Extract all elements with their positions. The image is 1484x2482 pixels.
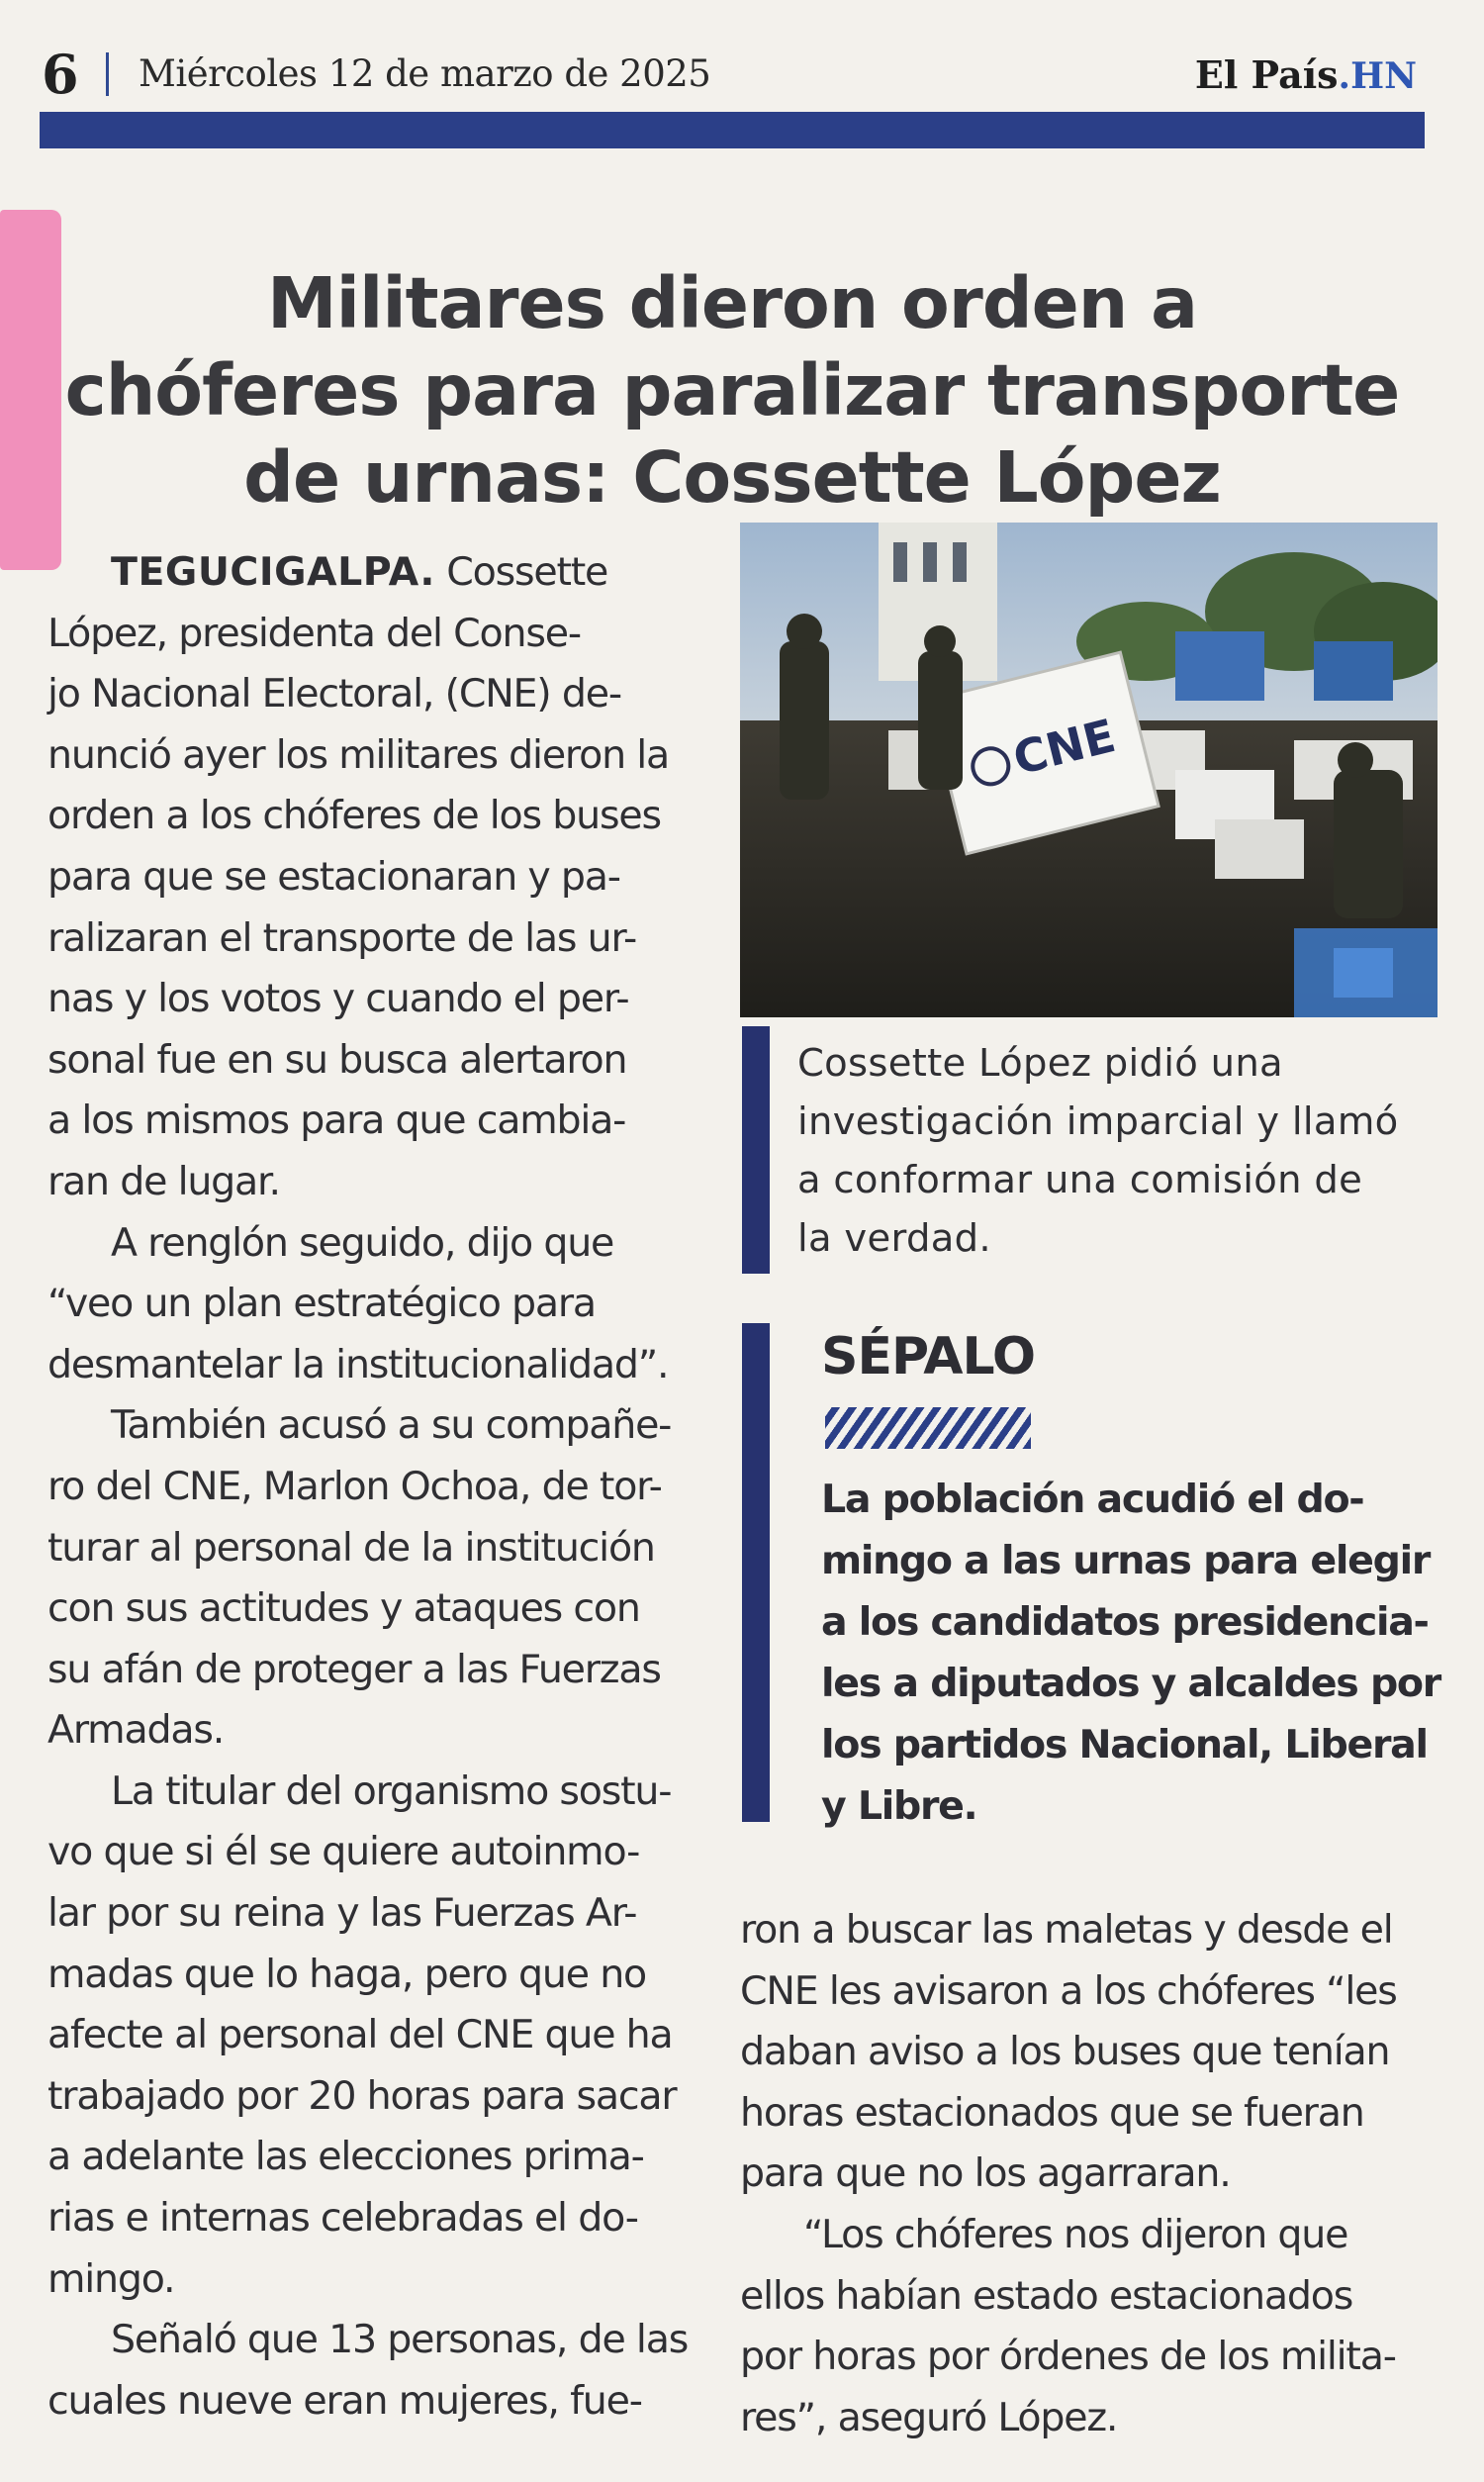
text-line: sonal fue en su busca alertaron [47,1036,627,1083]
sepalo-line: a los candidatos presidencia- [821,1599,1429,1645]
text-line: su afán de proteger a las Fuerzas [47,1646,661,1692]
blue-crates [1175,631,1264,701]
headline-line: de urnas: Cossette López [243,435,1221,519]
text-line: ro del CNE, Marlon Ochoa, de tor- [47,1463,662,1509]
headline [40,260,1425,522]
text-line: trabajado por 20 horas para sacar [47,2072,677,2119]
text-line: “veo un plan estratégico para [47,1281,596,1327]
text-line: a adelante las elecciones prima- [47,2134,644,2180]
text-line: para que no los agarraran. [740,2150,1231,2197]
text-line: nunció ayer los militares dieron la [47,731,670,778]
caption-line: a conformar una comisión de [797,1158,1363,1202]
text-line: nas y los votos y cuando el per- [47,976,629,1022]
text-line: mingo. [47,2255,175,2302]
paragraph [47,1762,681,2310]
article-column-left [47,542,689,2432]
photo-caption [797,1034,1440,1268]
text-line: horas estacionados que se fueran [740,2089,1364,2136]
caption-line: la verdad. [797,1216,991,1261]
text-line: vo que si él se quiere autoinmo- [47,1829,640,1875]
caption-bar [742,1026,770,1274]
photo-illustration [740,523,1438,1017]
paragraph [740,2205,1442,2448]
caption-line: Cossette López pidió una [797,1041,1283,1086]
text-line: CNE les avisaron a los chóferes “les [740,1967,1397,2014]
sidebar-bar [742,1323,770,1822]
caption-line: investigación imparcial y llamó [797,1099,1399,1144]
text-line: res”, aseguró López. [740,2394,1118,2440]
text-line: a los mismos para que cambia- [47,1098,626,1144]
header-bar [40,112,1425,148]
article-column-right [740,1900,1442,2448]
page-header [40,45,1425,104]
text-line: afecte al personal del CNE que ha [47,2012,673,2058]
text-line: También acusó a su compañe- [111,1402,672,1449]
text-line: Señaló que 13 personas, de las [111,2317,689,2363]
text-line: con sus actitudes y ataques con [47,1585,640,1632]
paragraph [740,1900,1442,2205]
text-line: rias e internas celebradas el do- [47,2195,638,2242]
publication-date: Miércoles 12 de marzo de 2025 [139,52,711,95]
dateline: TEGUCIGALPA. [111,549,435,595]
text-line: TEGUCIGALPA. Cossette [111,549,608,595]
sepalo-line: mingo a las urnas para elegir [821,1538,1431,1583]
sepalo-line: La población acudió el do- [821,1477,1364,1522]
text-line: para que se estacionaran y pa- [47,853,620,900]
brand-domain: .HN [1338,55,1417,97]
text-line: Armadas. [47,1707,225,1754]
text-line: ralizaran el transporte de las ur- [47,914,637,961]
sepalo-line: y Libre. [821,1783,977,1829]
text-line: A renglón seguido, dijo que [111,1219,614,1266]
text-line: ellos habían estado estacionados [740,2272,1353,2319]
text-line: orden a los chóferes de los buses [47,793,661,839]
text-line: La titular del organismo sostu- [111,1767,672,1814]
text-line: desmantelar la institucionalidad”. [47,1341,669,1387]
text-line: por horas por órdenes de los milita- [740,2334,1396,2380]
sepalo-line: les a diputados y alcaldes por [821,1661,1440,1706]
text-line: daban aviso a los buses que tenían [740,2029,1390,2075]
text-line: lar por su reina y las Fuerzas Ar- [47,1890,637,1937]
cne-label: CNE [1007,709,1121,786]
paragraph [47,1395,681,1762]
text-line: ran de lugar. [47,1158,280,1204]
text-line: López, presidenta del Conse- [47,610,581,656]
headline-line: Militares dieron orden a [267,261,1197,344]
stripes-decoration [825,1407,1031,1449]
page-number: 6 [42,43,79,106]
paragraph [47,2310,689,2432]
text-line: “Los chóferes nos dijeron que [803,2211,1348,2257]
text-line: turar al personal de la institución [47,1524,655,1571]
paragraph [47,542,681,1213]
paragraph [47,1213,681,1396]
headline-line: chóferes para paralizar transporte [64,348,1400,431]
sepalo-body [821,1469,1444,1837]
brand-name: El País [1194,52,1339,97]
sepalo-title: SÉPALO [821,1327,1036,1386]
text-line: ron a buscar las maletas y desde el [740,1907,1393,1953]
text-line: madas que lo haga, pero que no [47,1951,647,1997]
brand-logo [1195,50,1417,101]
sepalo-line: los partidos Nacional, Liberal [821,1722,1428,1767]
header-separator [106,52,109,96]
text-line: cuales nueve eran mujeres, fue- [47,2377,642,2424]
text-line: jo Nacional Electoral, (CNE) de- [47,671,621,717]
news-photo [740,523,1438,1017]
